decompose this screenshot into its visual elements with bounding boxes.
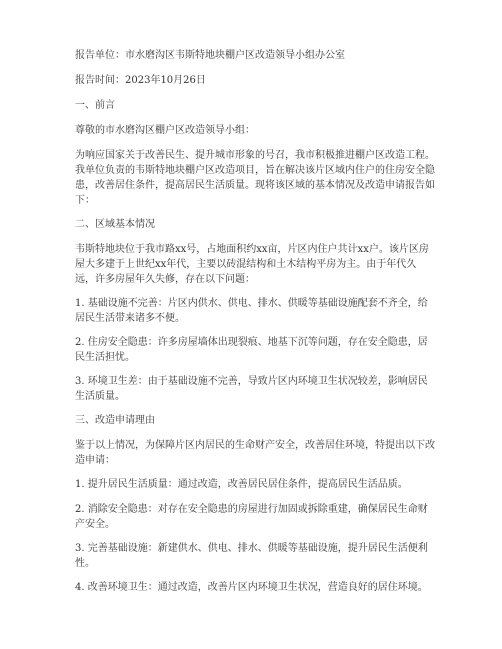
area-paragraph: 韦斯特地块位于我市路xx号，占地面积约xx亩，片区内住户共计xx户。该片区房屋大多建于上世纪xx年代，主要以砖混结构和土木结构平房为主。由于年代久远，许多房屋年久失修，存在以下问题： (75, 244, 429, 285)
reason-item: 1. 提升居民生活质量：通过改造，改善居民居住条件，提高居民生活品质。 (75, 479, 408, 490)
problem-item: 1. 基础设施不完善：片区内供水、供电、排水、供暖等基础设施配套不齐全，给居民生活带来诸多不便。 (75, 298, 428, 324)
section-heading-reasons: 三、改造申请理由 (75, 415, 155, 426)
salutation: 尊敬的市水磨沟区棚户区改造领导小组： (75, 125, 255, 136)
reason-item: 4. 改善环境卫生：通过改造，改善片区内环境卫生状况，营造良好的居住环境。 (75, 582, 428, 593)
reason-item: 3. 完善基础设施：新建供水、供电、排水、供暖等基础设施，提升居民生活便利性。 (75, 543, 428, 569)
intro-paragraph: 为响应国家关于改善民生、提升城市形象的号召，我市积极推进棚户区改造工程。我单位负责的韦斯特地块棚户区改造项目，旨在解决该片区域内住户的住房安全隐患，改善居住条件，提高居民生活质量。现将该区域的基本情况及改造申请报告如下： (75, 150, 435, 206)
reason-item: 2. 消除安全隐患：对存在安全隐患的房屋进行加固或拆除重建，确保居民生命财产安全。 (75, 504, 428, 530)
section-heading-preface: 一、前言 (75, 100, 115, 111)
problem-item: 2. 住房安全隐患：许多房屋墙体出现裂痕、地基下沉等问题，存在安全隐患，居民生活担忧。 (75, 337, 428, 363)
problem-item: 3. 环境卫生差：由于基础设施不完善，导致片区内环境卫生状况较差，影响居民生活质量。 (75, 376, 428, 402)
report-unit: 报告单位：市水磨沟区韦斯特地块棚户区改造领导小组办公室 (75, 50, 345, 61)
section-heading-area: 二、区域基本情况 (75, 219, 155, 230)
report-date: 报告时间：2023年10月26日 (75, 75, 206, 86)
reason-intro: 鉴于以上情况，为保障片区内居民的生命财产安全，改善居住环境，特提出以下改造申请： (75, 440, 435, 466)
report-document (75, 48, 435, 605)
